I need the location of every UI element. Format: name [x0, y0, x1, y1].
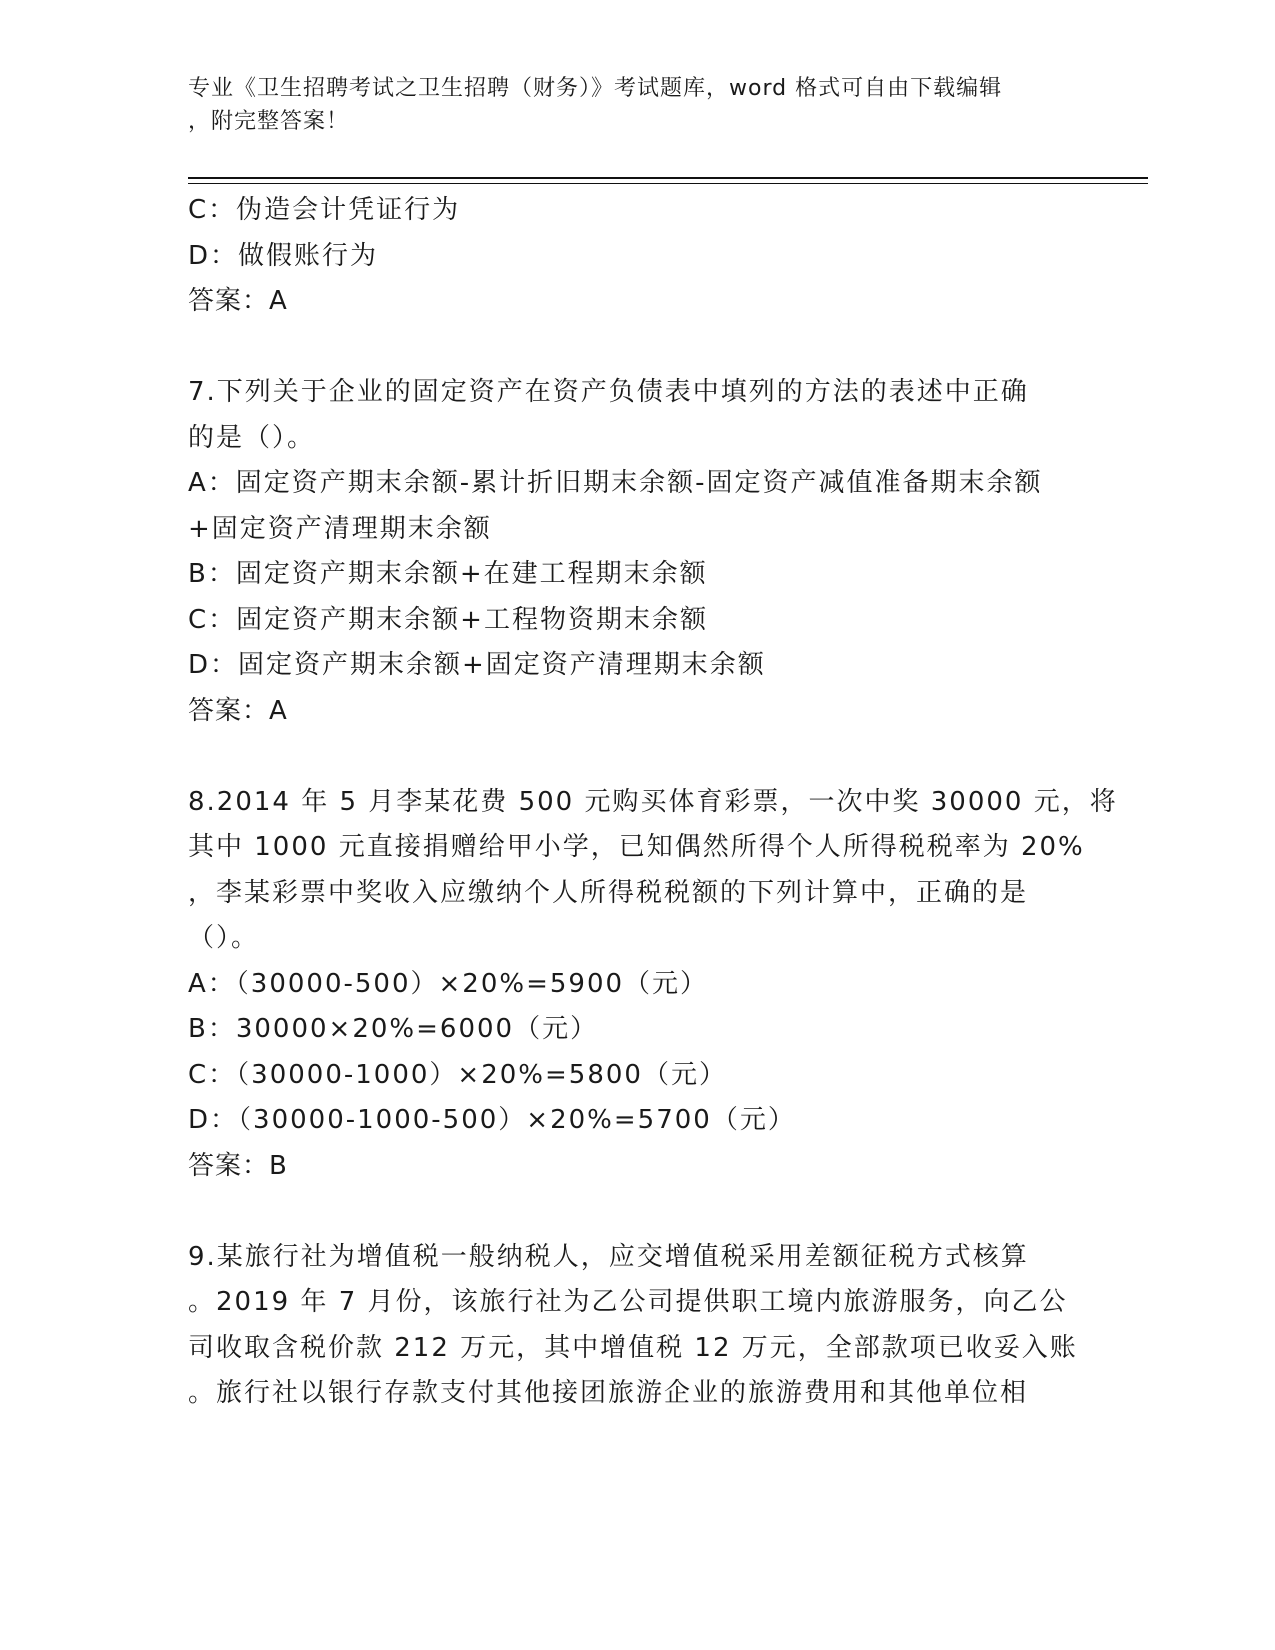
option-d: D：固定资产期末余额+固定资产清理期末余额	[188, 650, 766, 680]
option-a: A：固定资产期末余额-累计折旧期末余额-固定资产减值准备期末余额	[188, 468, 1043, 498]
question-spacer	[188, 325, 1088, 371]
answer: 答案：B	[188, 1150, 288, 1181]
question-6-tail	[188, 188, 1088, 325]
question-stem: ，李某彩票中奖收入应缴纳个人所得税税额的下列计算中，正确的是	[188, 877, 1029, 908]
answer: 答案：A	[188, 286, 288, 316]
answer: 答案：A	[188, 695, 288, 726]
question-8	[188, 780, 1118, 1190]
question-spacer	[188, 734, 1088, 780]
header-line-1: 专业《卫生招聘考试之卫生招聘（财务）》考试题库，word 格式可自由下载编辑	[188, 76, 1003, 101]
question-stem: 其中 1000 元直接捐赠给甲小学，已知偶然所得个人所得税税率为 20%	[188, 832, 1085, 862]
header-rule-thin	[188, 183, 1148, 184]
question-stem: 司收取含税价款 212 万元，其中增值税 12 万元，全部款项已收妥入账	[188, 1332, 1078, 1363]
question-9	[188, 1235, 1088, 1417]
page-header	[188, 72, 1088, 138]
question-stem: 。旅行社以银行存款支付其他接团旅游企业的旅游费用和其他单位相	[188, 1378, 1029, 1408]
question-spacer	[188, 1189, 1088, 1235]
option-c: C：（30000-1000）×20%=5800（元）	[188, 1059, 727, 1090]
option-a: A：（30000-500）×20%=5900（元）	[188, 968, 709, 999]
option-b: B：30000×20%=6000（元）	[188, 1014, 599, 1044]
question-stem: （）。	[188, 923, 260, 953]
option-a: +固定资产清理期末余额	[188, 513, 492, 544]
question-stem: 7.下列关于企业的固定资产在资产负债表中填列的方法的表述中正确	[188, 377, 1029, 407]
question-7	[188, 370, 1088, 734]
header-line-2: ，附完整答案！	[188, 109, 350, 134]
question-stem: 的是（）。	[188, 422, 316, 453]
question-stem: 。2019 年 7 月份，该旅行社为乙公司提供职工境内旅游服务，向乙公	[188, 1287, 1068, 1317]
option-c: C：固定资产期末余额+工程物资期末余额	[188, 604, 708, 635]
question-stem: 9.某旅行社为增值税一般纳税人，应交增值税采用差额征税方式核算	[188, 1241, 1029, 1272]
header-rule-thick	[188, 177, 1148, 179]
option-c: C：伪造会计凭证行为	[188, 195, 461, 225]
option-b: B：固定资产期末余额+在建工程期末余额	[188, 559, 708, 589]
option-d: D：（30000-1000-500）×20%=5700（元）	[188, 1105, 796, 1135]
option-d: D：做假账行为	[188, 240, 379, 271]
document-body	[188, 188, 1118, 1417]
question-stem: 8.2014 年 5 月李某花费 500 元购买体育彩票，一次中奖 30000 元，将	[188, 786, 1118, 817]
